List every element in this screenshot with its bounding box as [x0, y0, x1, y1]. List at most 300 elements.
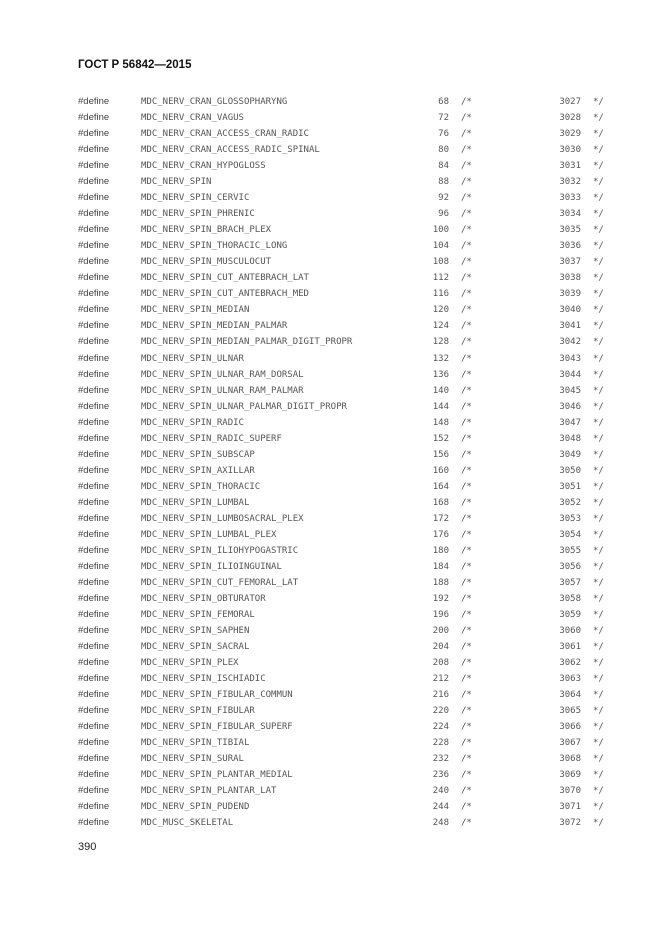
macro-value: 168: [432, 497, 449, 508]
define-keyword: #define: [78, 657, 110, 669]
comment-open: /*: [461, 529, 472, 540]
macro-name: MDC_NERV_SPIN_MUSCULOCUT: [141, 257, 272, 268]
comment-close: */: [593, 273, 604, 284]
comment-open: /*: [461, 97, 472, 107]
code-number: 3052: [559, 497, 581, 508]
comment-close: */: [593, 593, 604, 604]
macro-value: 72: [438, 113, 449, 124]
comment-open: /*: [461, 257, 472, 268]
define-row: [0, 639, 661, 655]
define-row: [0, 238, 661, 254]
comment-close: */: [593, 145, 604, 156]
define-keyword: #define: [78, 224, 110, 236]
code-number: 3033: [559, 193, 581, 204]
macro-name: MDC_NERV_CRAN_ACCESS_CRAN_RADIC: [141, 129, 309, 140]
define-keyword: #define: [78, 176, 110, 188]
define-row: [0, 735, 661, 751]
macro-value: 128: [432, 337, 449, 348]
comment-close: */: [593, 577, 604, 588]
macro-value: 136: [432, 369, 449, 380]
comment-close: */: [593, 337, 604, 348]
comment-close: */: [593, 449, 604, 460]
comment-open: /*: [461, 401, 472, 412]
macro-name: MDC_NERV_SPIN_ULNAR_RAM_DORSAL: [141, 369, 304, 380]
define-keyword: #define: [78, 448, 110, 460]
code-number: 3053: [559, 513, 581, 524]
comment-open: /*: [461, 129, 472, 140]
comment-close: */: [593, 369, 604, 380]
comment-open: /*: [461, 722, 472, 733]
code-number: 3061: [559, 642, 581, 653]
macro-value: 120: [432, 305, 449, 316]
macro-value: 236: [432, 770, 449, 781]
comment-close: */: [593, 177, 604, 188]
comment-close: */: [593, 305, 604, 316]
comment-open: /*: [461, 241, 472, 252]
comment-close: */: [593, 113, 604, 124]
comment-open: /*: [461, 818, 472, 829]
macro-value: 180: [432, 545, 449, 556]
macro-name: MDC_NERV_SPIN_AXILLAR: [141, 465, 255, 476]
code-number: 3040: [559, 305, 581, 316]
comment-open: /*: [461, 626, 472, 637]
comment-open: /*: [461, 161, 472, 172]
code-number: 3027: [559, 97, 581, 107]
comment-open: /*: [461, 337, 472, 348]
macro-value: 192: [432, 593, 449, 604]
macro-value: 248: [432, 818, 449, 829]
macro-name: MDC_NERV_SPIN_LUMBAL: [141, 497, 250, 508]
macro-value: 116: [432, 289, 449, 300]
macro-name: MDC_NERV_CRAN_HYPOGLOSS: [141, 161, 266, 172]
comment-open: /*: [461, 674, 472, 685]
define-keyword: #define: [78, 288, 110, 300]
code-number: 3059: [559, 610, 581, 620]
define-row: [0, 302, 661, 318]
macro-value: 220: [432, 706, 449, 717]
define-keyword: #define: [78, 641, 110, 653]
macro-name: MDC_NERV_SPIN_SUBSCAP: [141, 449, 255, 460]
comment-close: */: [593, 209, 604, 220]
code-number: 3072: [559, 818, 581, 829]
define-keyword: #define: [78, 128, 110, 140]
code-number: 3031: [559, 161, 581, 172]
define-keyword: #define: [78, 336, 110, 348]
macro-value: 232: [432, 754, 449, 765]
comment-open: /*: [461, 209, 472, 220]
macro-value: 176: [432, 529, 449, 540]
macro-name: MDC_NERV_SPIN_ILIOINGUINAL: [141, 561, 282, 572]
define-row: [0, 126, 661, 142]
macro-name: MDC_NERV_SPIN_FIBULAR: [141, 706, 255, 717]
comment-open: /*: [461, 561, 472, 572]
define-keyword: #define: [78, 112, 110, 124]
code-number: 3036: [559, 241, 581, 252]
macro-value: 104: [432, 241, 449, 252]
define-row: [0, 431, 661, 447]
comment-close: */: [593, 754, 604, 765]
code-number: 3071: [559, 802, 581, 813]
macro-name: MDC_NERV_SPIN_PLANTAR_MEDIAL: [141, 770, 293, 781]
define-keyword: #define: [78, 160, 110, 172]
macro-value: 244: [432, 802, 449, 813]
comment-close: */: [593, 786, 604, 797]
comment-open: /*: [461, 273, 472, 284]
comment-close: */: [593, 497, 604, 508]
macro-value: 208: [432, 658, 449, 669]
comment-open: /*: [461, 577, 472, 588]
macro-name: MDC_NERV_SPIN_PHRENIC: [141, 209, 255, 220]
macro-name: MDC_NERV_CRAN_GLOSSOPHARYNG: [141, 97, 288, 107]
define-list: [0, 94, 661, 831]
macro-value: 216: [432, 690, 449, 701]
comment-close: */: [593, 802, 604, 813]
macro-value: 188: [432, 577, 449, 588]
macro-value: 148: [432, 417, 449, 428]
define-keyword: #define: [78, 673, 110, 685]
define-row: [0, 174, 661, 190]
comment-open: /*: [461, 481, 472, 492]
macro-name: MDC_NERV_SPIN_BRACH_PLEX: [141, 225, 272, 236]
define-row: [0, 671, 661, 687]
macro-value: 140: [432, 385, 449, 396]
define-row: [0, 463, 661, 479]
define-row: [0, 543, 661, 559]
comment-open: /*: [461, 513, 472, 524]
code-number: 3043: [559, 353, 581, 364]
comment-open: /*: [461, 321, 472, 332]
macro-name: MDC_NERV_SPIN_PLANTAR_LAT: [141, 786, 277, 797]
code-number: 3034: [559, 209, 581, 220]
comment-open: /*: [461, 706, 472, 717]
define-row: [0, 559, 661, 575]
define-row: [0, 719, 661, 735]
define-row: [0, 94, 661, 110]
macro-value: 92: [438, 193, 449, 204]
define-keyword: #define: [78, 609, 110, 620]
macro-name: MDC_NERV_CRAN_VAGUS: [141, 113, 244, 124]
define-row: [0, 591, 661, 607]
macro-name: MDC_NERV_SPIN_FIBULAR_COMMUN: [141, 690, 293, 701]
define-row: [0, 527, 661, 543]
comment-close: */: [593, 738, 604, 749]
code-number: 3046: [559, 401, 581, 412]
define-keyword: #define: [78, 256, 110, 268]
macro-name: MDC_NERV_SPIN_LUMBOSACRAL_PLEX: [141, 513, 304, 524]
comment-open: /*: [461, 802, 472, 813]
macro-name: MDC_NERV_SPIN_SURAL: [141, 754, 244, 765]
macro-name: MDC_NERV_CRAN_ACCESS_RADIC_SPINAL: [141, 145, 320, 156]
define-keyword: #define: [78, 272, 110, 284]
define-row: [0, 783, 661, 799]
comment-close: */: [593, 626, 604, 637]
macro-value: 96: [438, 209, 449, 220]
define-keyword: #define: [78, 320, 110, 332]
macro-value: 200: [432, 626, 449, 637]
comment-close: */: [593, 193, 604, 204]
code-number: 3063: [559, 674, 581, 685]
define-row: [0, 334, 661, 350]
macro-value: 172: [432, 513, 449, 524]
define-keyword: #define: [78, 240, 110, 252]
code-number: 3060: [559, 626, 581, 637]
comment-close: */: [593, 129, 604, 140]
comment-open: /*: [461, 610, 472, 620]
code-number: 3054: [559, 529, 581, 540]
macro-value: 68: [438, 97, 449, 107]
code-number: 3050: [559, 465, 581, 476]
code-number: 3067: [559, 738, 581, 749]
comment-close: */: [593, 658, 604, 669]
define-row: [0, 318, 661, 334]
comment-open: /*: [461, 193, 472, 204]
define-row: [0, 623, 661, 639]
macro-value: 144: [432, 401, 449, 412]
code-number: 3028: [559, 113, 581, 124]
define-keyword: #define: [78, 464, 110, 476]
macro-name: MDC_NERV_SPIN: [141, 177, 212, 188]
comment-close: */: [593, 401, 604, 412]
code-number: 3042: [559, 337, 581, 348]
code-number: 3064: [559, 690, 581, 701]
macro-name: MDC_NERV_SPIN_FIBULAR_SUPERF: [141, 722, 293, 733]
define-row: [0, 222, 661, 238]
define-keyword: #define: [78, 208, 110, 220]
define-row: [0, 703, 661, 719]
macro-value: 156: [432, 449, 449, 460]
comment-close: */: [593, 770, 604, 781]
comment-close: */: [593, 642, 604, 653]
code-number: 3066: [559, 722, 581, 733]
define-row: [0, 607, 661, 623]
macro-name: MDC_NERV_SPIN_RADIC: [141, 417, 244, 428]
page-number: 390: [78, 841, 97, 853]
macro-value: 84: [438, 161, 449, 172]
define-keyword: #define: [78, 769, 110, 781]
define-row: [0, 767, 661, 783]
comment-close: */: [593, 706, 604, 717]
comment-close: */: [593, 385, 604, 396]
define-row: [0, 479, 661, 495]
define-row: [0, 447, 661, 463]
page-header-title: ГОСТ Р 56842—2015: [78, 59, 192, 71]
code-number: 3047: [559, 417, 581, 428]
define-keyword: #define: [78, 721, 110, 733]
define-keyword: #define: [78, 304, 110, 316]
macro-value: 240: [432, 786, 449, 797]
define-keyword: #define: [78, 592, 110, 604]
define-row: [0, 655, 661, 671]
define-keyword: #define: [78, 689, 110, 701]
code-number: 3049: [559, 449, 581, 460]
define-row: [0, 270, 661, 286]
define-keyword: #define: [78, 512, 110, 524]
comment-open: /*: [461, 738, 472, 749]
macro-name: MDC_NERV_SPIN_ULNAR: [141, 353, 244, 364]
define-keyword: #define: [78, 753, 110, 765]
macro-name: MDC_NERV_SPIN_MEDIAN_PALMAR: [141, 321, 288, 332]
comment-close: */: [593, 465, 604, 476]
comment-close: */: [593, 610, 604, 620]
comment-open: /*: [461, 433, 472, 444]
comment-open: /*: [461, 353, 472, 364]
define-keyword: #define: [78, 817, 110, 829]
define-row: [0, 511, 661, 527]
macro-name: MDC_NERV_SPIN_ILIOHYPOGASTRIC: [141, 545, 299, 556]
comment-close: */: [593, 545, 604, 556]
define-keyword: #define: [78, 625, 110, 637]
define-row: [0, 575, 661, 591]
comment-close: */: [593, 674, 604, 685]
define-keyword: #define: [78, 96, 110, 107]
macro-name: MDC_NERV_SPIN_ULNAR_RAM_PALMAR: [141, 385, 304, 396]
define-row: [0, 367, 661, 383]
macro-value: 100: [432, 225, 449, 236]
code-number: 3056: [559, 561, 581, 572]
comment-close: */: [593, 818, 604, 829]
comment-close: */: [593, 241, 604, 252]
define-row: [0, 495, 661, 511]
macro-value: 204: [432, 642, 449, 653]
comment-open: /*: [461, 497, 472, 508]
define-row: [0, 286, 661, 302]
code-number: 3035: [559, 225, 581, 236]
define-keyword: #define: [78, 192, 110, 204]
macro-name: MDC_NERV_SPIN_PLEX: [141, 658, 239, 669]
define-row: [0, 383, 661, 399]
define-row: [0, 751, 661, 767]
define-keyword: #define: [78, 737, 110, 749]
comment-open: /*: [461, 786, 472, 797]
define-keyword: #define: [78, 705, 110, 717]
comment-open: /*: [461, 449, 472, 460]
code-number: 3065: [559, 706, 581, 717]
comment-close: */: [593, 561, 604, 572]
define-row: [0, 110, 661, 126]
define-keyword: #define: [78, 384, 110, 396]
macro-name: MDC_NERV_SPIN_THORACIC: [141, 481, 261, 492]
macro-value: 132: [432, 353, 449, 364]
code-number: 3051: [559, 481, 581, 492]
comment-close: */: [593, 161, 604, 172]
code-number: 3048: [559, 433, 581, 444]
comment-close: */: [593, 690, 604, 701]
macro-value: 184: [432, 561, 449, 572]
code-number: 3045: [559, 385, 581, 396]
define-keyword: #define: [78, 576, 110, 588]
macro-name: MDC_NERV_SPIN_TIBIAL: [141, 738, 250, 749]
define-row: [0, 415, 661, 431]
comment-open: /*: [461, 770, 472, 781]
code-number: 3068: [559, 754, 581, 765]
comment-open: /*: [461, 177, 472, 188]
macro-name: MDC_NERV_SPIN_OBTURATOR: [141, 593, 266, 604]
define-keyword: #define: [78, 801, 110, 813]
macro-name: MDC_NERV_SPIN_MEDIAN: [141, 305, 250, 316]
comment-close: */: [593, 513, 604, 524]
comment-open: /*: [461, 225, 472, 236]
macro-value: 112: [432, 273, 449, 284]
comment-close: */: [593, 529, 604, 540]
comment-open: /*: [461, 642, 472, 653]
macro-value: 124: [432, 321, 449, 332]
macro-name: MDC_NERV_SPIN_RADIC_SUPERF: [141, 433, 282, 444]
macro-name: MDC_NERV_SPIN_SACRAL: [141, 642, 250, 653]
macro-value: 164: [432, 481, 449, 492]
code-number: 3030: [559, 145, 581, 156]
define-keyword: #define: [78, 785, 110, 797]
macro-value: 88: [438, 177, 449, 188]
comment-close: */: [593, 257, 604, 268]
code-number: 3037: [559, 257, 581, 268]
code-number: 3055: [559, 545, 581, 556]
macro-name: MDC_NERV_SPIN_CUT_ANTEBRACH_LAT: [141, 273, 309, 284]
define-keyword: #define: [78, 528, 110, 540]
comment-open: /*: [461, 145, 472, 156]
macro-value: 224: [432, 722, 449, 733]
code-number: 3039: [559, 289, 581, 300]
macro-value: 76: [438, 129, 449, 140]
code-number: 3038: [559, 273, 581, 284]
macro-value: 212: [432, 674, 449, 685]
define-keyword: #define: [78, 544, 110, 556]
define-keyword: #define: [78, 144, 110, 156]
macro-name: MDC_NERV_SPIN_CUT_ANTEBRACH_MED: [141, 289, 309, 300]
define-row: [0, 799, 661, 815]
comment-close: */: [593, 225, 604, 236]
define-row: [0, 206, 661, 222]
define-keyword: #define: [78, 496, 110, 508]
define-row: [0, 190, 661, 206]
define-keyword: #define: [78, 560, 110, 572]
macro-name: MDC_NERV_SPIN_THORACIC_LONG: [141, 241, 288, 252]
comment-close: */: [593, 321, 604, 332]
define-row: [0, 815, 661, 831]
comment-open: /*: [461, 754, 472, 765]
comment-open: /*: [461, 289, 472, 300]
macro-name: MDC_NERV_SPIN_SAPHEN: [141, 626, 250, 637]
comment-open: /*: [461, 113, 472, 124]
code-number: 3062: [559, 658, 581, 669]
macro-name: MDC_NERV_SPIN_ISCHIADIC: [141, 674, 266, 685]
code-number: 3041: [559, 321, 581, 332]
comment-open: /*: [461, 658, 472, 669]
macro-value: 228: [432, 738, 449, 749]
comment-open: /*: [461, 385, 472, 396]
macro-name: MDC_NERV_SPIN_MEDIAN_PALMAR_DIGIT_PROPR: [141, 337, 353, 348]
comment-close: */: [593, 417, 604, 428]
comment-close: */: [593, 722, 604, 733]
define-row: [0, 142, 661, 158]
comment-open: /*: [461, 545, 472, 556]
code-number: 3044: [559, 369, 581, 380]
comment-close: */: [593, 481, 604, 492]
define-row: [0, 687, 661, 703]
macro-value: 80: [438, 145, 449, 156]
define-keyword: #define: [78, 352, 110, 364]
macro-value: 160: [432, 465, 449, 476]
code-number: 3070: [559, 786, 581, 797]
comment-close: */: [593, 433, 604, 444]
define-row: [0, 351, 661, 367]
define-keyword: #define: [78, 416, 110, 428]
define-keyword: #define: [78, 432, 110, 444]
macro-name: MDC_NERV_SPIN_ULNAR_PALMAR_DIGIT_PROPR: [141, 401, 347, 412]
macro-name: MDC_NERV_SPIN_CUT_FEMORAL_LAT: [141, 577, 299, 588]
code-number: 3029: [559, 129, 581, 140]
macro-name: MDC_NERV_SPIN_CERVIC: [141, 193, 250, 204]
code-number: 3057: [559, 577, 581, 588]
